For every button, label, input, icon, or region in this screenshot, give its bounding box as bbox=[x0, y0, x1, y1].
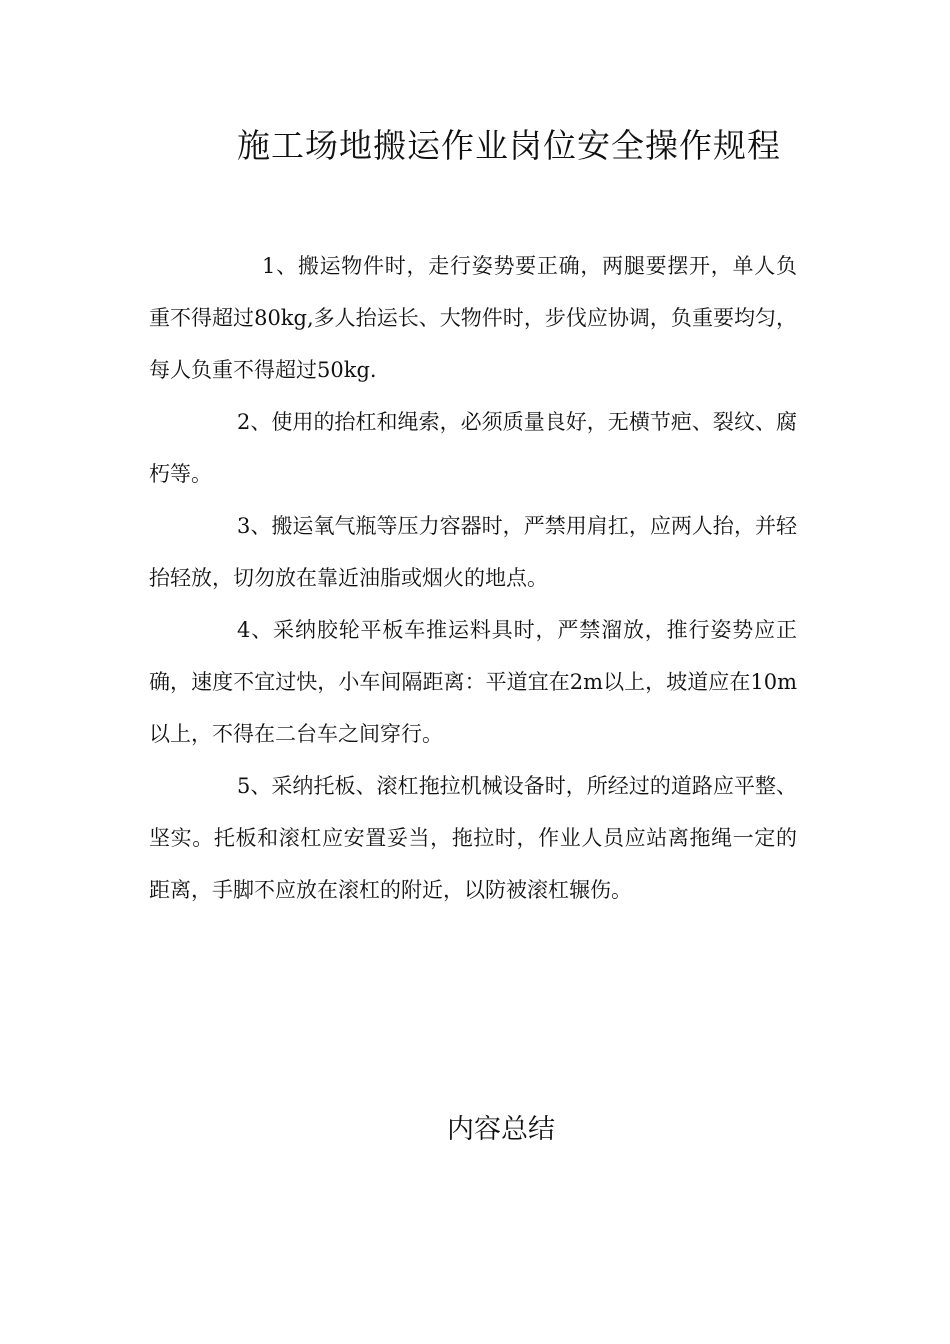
paragraph-2: 2、使用的抬杠和绳索，必须质量良好，无横节疤、裂纹、腐朽等。 bbox=[149, 410, 797, 486]
paragraph-1: 1、搬运物件时，走行姿势要正确，两腿要摆开，单人负重不得超过80kg,多人抬运长、大物件时，步伐应协调，负重要均匀，每人负重不得超过50kg. bbox=[149, 254, 797, 382]
paragraph-3: 3、搬运氧气瓶等压力容器时，严禁用肩扛，应两人抬，并轻抬轻放，切勿放在靠近油脂或烟火的地点。 bbox=[149, 514, 797, 590]
document-title: 施工场地搬运作业岗位安全操作规程 bbox=[237, 126, 781, 165]
paragraph-5: 5、采纳托板、滚杠拖拉机械设备时，所经过的道路应平整、坚实。托板和滚杠应安置妥当，拖拉时，作业人员应站离拖绳一定的距离，手脚不应放在滚杠的附近，以防被滚杠辗伤。 bbox=[149, 774, 797, 902]
document-body bbox=[149, 240, 797, 916]
summary-heading: 内容总结 bbox=[447, 1114, 555, 1145]
paragraph-4: 4、采纳胶轮平板车推运料具时，严禁溜放，推行姿势应正确，速度不宜过快，小车间隔距离：平道宜在2m以上，坡道应在10m以上，不得在二台车之间穿行。 bbox=[149, 618, 797, 746]
